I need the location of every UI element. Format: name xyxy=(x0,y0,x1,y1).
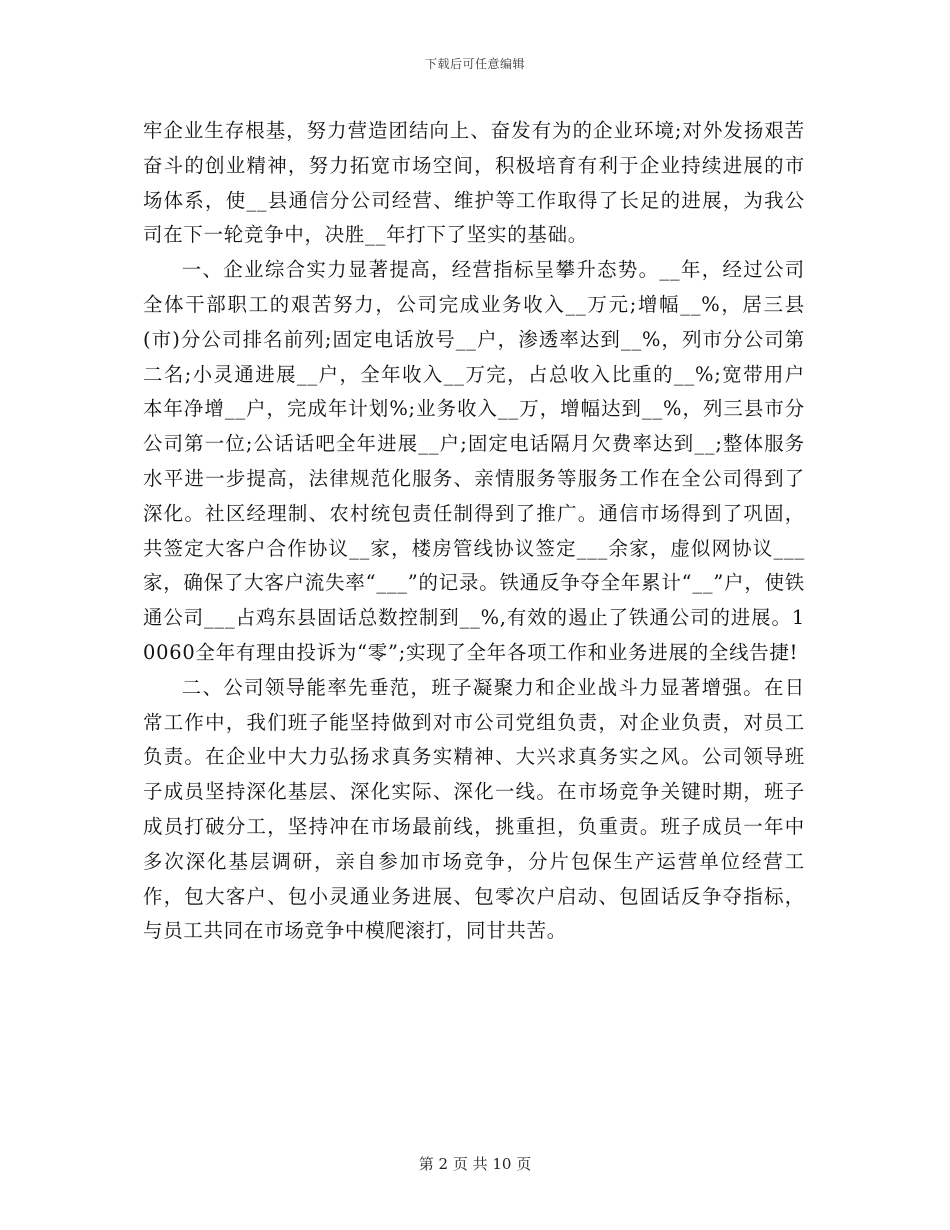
paragraph-section-two: 二、公司领导能率先垂范，班子凝聚力和企业战斗力显著增强。在日常工作中，我们班子能坚持做到对市公司党组负责，对企业负责，对员工负责。在企业中大力弘扬求真务实精神、大兴求真务实之风。公司领导班子成员坚持深化基层、深化实际、深化一线。在市场竞争关键时期，班子成员打破分工，坚持冲在市场最前线，挑重担，负重责。班子成员一年中多次深化基层调研，亲自参加市场竞争，分片包保生产运营单位经营工作，包大客户、包小灵通业务进展、包零次户启动、包固话反争夺指标，与员工共同在市场竞争中模爬滚打，同甘共苦。 xyxy=(143,675,805,943)
document-body xyxy=(143,114,805,949)
paragraph-continuation: 牢企业生存根基，努力营造团结向上、奋发有为的企业环境;对外发扬艰苦奋斗的创业精神，努力拓宽市场空间，积极培育有利于企业持续进展的市场体系，使__县通信分公司经营、维护等工作取得了长足的进展，为我公司在下一轮竞争中，决胜__年打下了坚实的基础。 xyxy=(143,119,805,247)
paragraph-section-one: 一、企业综合实力显著提高，经营指标呈攀升态势。__年，经过公司全体干部职工的艰苦努力，公司完成业务收入__万元;增幅__%，居三县(市)分公司排名前列;固定电话放号__户，渗透率达到__%，列市分公司第二名;小灵通进展__户，全年收入__万完，占总收入比重的__%;宽带用户本年净增__户，完成年计划%;业务收入__万，增幅达到__%，列三县市分公司第一位;公话话吧全年进展__户;固定电话隔月欠费率达到__;整体服务水平进一步提高，法律规范化服务、亲情服务等服务工作在全公司得到了深化。社区经理制、农村统包责任制得到了推广。通信市场得到了巩固，共签定大客户合作协议__家，楼房管线协议签定___余家，虚似网协议___家，确保了大客户流失率“___”的记录。铁通反争夺全年累计“__”户，使铁通公司___占鸡东县固话总数控制到__%,有效的遏止了铁通公司的进展。10060全年有理由投诉为“零”;实现了全年各项工作和业务进展的全线告捷! xyxy=(143,258,805,664)
page-header-note: 下载后可任意编辑 xyxy=(424,57,525,71)
page-number-footer: 第 2 页 共 10 页 xyxy=(418,1155,532,1173)
